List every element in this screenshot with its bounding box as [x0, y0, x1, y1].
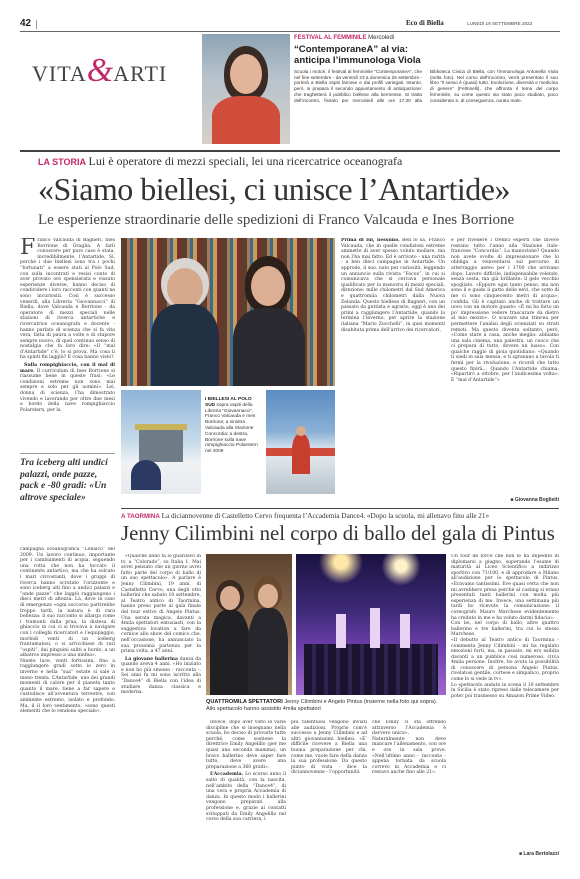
antartide-caption: I BIELLESI AL POLO SUD sopra ospiti della Libreria “Giovannacci”, Franco Valcauda e Ines Borrione; a sinistra Valcauda alla Stazione Concordia; a destra, Borrione sulla nave rompighiaccio Polarstern nel 2009 [205, 397, 258, 455]
section-amp: & [86, 52, 114, 89]
iceberg-body: campagna oceanografica “Lobalco” del 2009. Un lavoro continuo, importante per i cambiamenti di acqua, seguendo una rotta che non ha toccato il continente antartico, ma che ha solcato i mari circostanti, dove i gruppi di ricerca hanno scrutato l’orizzonte e sono iceberg alti fino a undici palazzi e “onde pazze” che laggiù raggiungono i dieci metri di altezza. Là, dove in caso di emergenza «ogni soccorso partirebbe troppo tardi, la natura è di rara bellezza: il suo racconto si allarga come i tramonti dalla prua, la distesa di ghiaccio in cui ci si trovava a navigare con i colleghi ricercatori e l’equipaggio, morbidi venti di un iceberg frantumatosi, o si arricchisse di rari “ospiti”, dai pinguini saliti a bordo, a un albatros impresso a una ninfea». Niente luce, venti fortissimi, fino a raggiungere gradi sotto lo zero in inverno e nella “sua” estate si sale a meno trenta. L’Antartide, uno dei grandi momenti di calore per il pianeta tanto quanto il mare, tiene a far sapere e custodisce all’avventura terrestre, con ambiente estremo, isolato e profondo. Ma, il il loro sentimento, «sono questi elementi che lo rendono speciale». [20, 547, 115, 715]
pintus-caption: QUATTROMILA SPETTATORI Jenny Cilimbini e Angelo Pintus (insieme nella foto qui sopra). Allo spettacolo hanno assistito 4mila spettatori [206, 699, 438, 712]
paper-name: Eco di Biella [406, 19, 444, 27]
festival-headline: “ContemporaneA” al via: anticipa l’immunologa Viola [294, 44, 421, 66]
stage-photo [296, 554, 446, 695]
section-title [32, 52, 167, 92]
pintus-headline: Jenny Cilimbini nel corpo di ballo del gala di Pintus [121, 522, 555, 545]
antartide-subheadline: Le esperienze straordinarie delle spedizioni di Franco Valcauda e Ines Borrione [38, 212, 515, 228]
concordia-station-photo [121, 390, 201, 494]
antartide-kicker: LA STORIA Lui è operatore di mezzi speciali, lei una ricercatrice oceanografa [38, 154, 403, 168]
festival-body: Scuola i motori, il festival al femminile “ContemporaneA”, che nel fine settembre - da venerdì 23 a domenica 25 settembre - porterà a Biella ospiti famose e dai profili variegati. Intanto, però, si prepara il secondo appuntamento di anticipazione: che traghetterà il pubblico biellese alla kermesse. Si tratta dell’incontro, fissato per mercoledì alle ore 17.30 alla Biblioteca Civica di Biella, con l’immunologa Antonella Viola (nella foto). Nel corso dell’incontro, verrà presentato il suo libro “Il sesso è (quasi) tutto. Evoluzione, diversità e medicina di genere” (Feltrinelli), che affronta il tema del corpo femminile, su come questo sia stato poco studiato, poco considerato e, di conseguenza, curato male. [294, 69, 558, 103]
pintus-photo [206, 554, 292, 695]
pintus-col3: più talentuosi vengono inviati alle audizioni. Proprio com’è successo a Jenny Cilimbini e ad altri giovanissimi biellesi. «E’ difficile ricevere a Biella una buona preparazione per chi, come me, vuole fare della danza la sua professione. Da questo punto di vista - dice la diciannovenne - l’opportunità [291, 720, 367, 776]
festival-kicker: FESTIVAL AL FEMMINILE Mercoledì [294, 35, 395, 41]
polarstern-photo [266, 390, 335, 494]
antartide-col1: Franco Valcauda di Bagneri, Ines Borrione di Graglia. A farli conoscere per puro caso è stata, incredibilmente, l’Antartide. Sì, perché i due biellesi sono tra i pochi “fortunati” a essere stati al Polo Sud, con sulla incontrati e resisi conto di aver provato ore spensierata e vissuto esperienze diverse, hanno deciso di condividere i loro racconti con quanti ne sono incuriositi. Così è successo venerdì, alla Libreria “Giovannacci” di Biella, dove Valcauda e Borrione - da operatore di mezzi speciali nelle stazioni di ricerca antartiche e ricercatrice oceanografa e docente - hanno parlato di scienza che si fa vita vera, fatta di paura a volte e di stupore sempre nuovo, di quel continuo senso di nostalgia che fa loro dire: «Il “mal d’Antartide” c’è, lo si prova. Ma cosa li ha spinti fin laggiù? E cosa hanno visto? Sulla rompighiaccio, con il mal di mare. Il curriculum di Ines Borrione si riassume bene in queste frasi: «Le condizioni estreme non sono mai sempre e solo per gli uomini». Lei, donna di scienza, l’ha dimostrato vivendo e lavorando per oltre due mesi a bordo della nave rompighiaccio Polarstern, per la [20, 238, 115, 413]
iceberg-pullquote: Tra iceberg alti undici palazzi, onde pazze, pack e -80 gradi: «Un altrove speciale» [20, 457, 108, 503]
antartide-signature: ■ Giovanna Boglietti [510, 497, 559, 503]
pintus-col5: Un tour de force che non le ha impedito di diplomarsi a giugno, superando l’esame di maturità al Liceo Scientifico a indirizzo sportivo con 71/100, e di approdare a Milano all’audizione per lo spettacolo di Pintus. «Eravamo tantissimi. Eve quasi certa che non mi avrebbero presa perché al casting si erano presentati tanti ballerini con molta più esperienza di me. Invece, una settimana più tardi ho ricevuto la comunicazione: il coreografo Mauro Marchese evidentemente ha creduto in me e ha voluto darmi fiducia». Con lei, nel corpo di ballo, altre quattro ballerine e tre ballerini, tra cui lo stesso Marchese. «Il debutto al Teatro antico di Taormina - commenta Jenny Cilimbini - mi ha regalato emozioni forti, ma, in passato, mi ero esibita davanti a un pubblico così numeroso, circa 4mila persone. Inoltre, ho avuto la possibilità di conoscere di persona Angelo Pintus, rivelatosi gentile, cortese e simpatico, proprio come lo si vede in tv». Lo spettacolo andato in scena il 10 settembre in Sicilia è stato ripreso dalle telecamere per poter poi trasmesso su Amazon Prime Video. [451, 554, 559, 699]
bookstore-photo [121, 238, 335, 386]
pintus-col2: Invece, dopo aver visto le varie discipline che si insegnano nella scuola, ho deciso di provarle tutte perché, come sostiene la direttrice Emily Angelillo (per me quasi una seconda mamma), un bravo ballerino deve saper fare tutto, deve avere una preparazione a 360 gradi». L’Accademia. Lo scorso anno il salto di qualità, con la nascita, nell’ambito della “Dance4”, di una vera e propria Accademia di danza. In questo modo i ballerini vengono preparati alla professione e, grazie ai contatti sviluppati da Emily Angelillo nel corso della sua carriera, i [206, 720, 286, 823]
antartide-col5: e per rivedere i tredici esperti che invece restano tutto l’anno alla Stazione italo-francese “Concordia”. La manovione? Quando non avete svolte di impressionare che lo obbliga a reinventarsi sul percorso di atterraggio aereo per i 1700 che arrivano dopo. Lavoro difficile, indispensabile volendo, senza sosta, ma già brillante: il gelo vecchio spogliato. «Eppure ogni tanto penso, ma non sono lì e guido il gatto delle nevi, che sotto di me ci sono cinquecento metri di acqua», confida. Gli è capitato anche di trattare un uovo con un motore guasto: «È mi ha fatto un po’ impressione vedere trascurare da dietro al mio mezzo». O scavare una trincea per permettere l’analisi degli scienziati su strati remoti. Ma questo diventa soltanto, però, «Come stare a casa, anche meglio: abbiamo una sala cinema, una palestra, un cuoco che ci prepara di tutto, dovere un lusso». Con qualche raggio di gioia quotidiano: «Quando ti siedi in sala mensa, e ti sgranano a tavola ti fermi per la rivoluzione, e ricordi che tutto questo finirà... Quando l’Antartide chiama: «Ripartirò a ottobre, per l’undicesima volta». E “mal d’Antartide”» [451, 238, 559, 383]
section-arti: ARTI [113, 61, 168, 86]
viola-photo [202, 34, 290, 144]
header-divider [36, 20, 37, 29]
antartide-col4: Prima di lui, nessuno. Ben lo sa, Franco Valcauda, che in quelle condizioni estreme ammette di aver spesso voluto mollare, ma non l’ha mai fatto. Ed è arrivato - una rarità - a ben dieci campagne in Antartide. Un approdo, il suo, nato per curiosità, leggendo un annuncio sulla rivista “Focus”, in cui si comunicava che si cercava personale qualificato per la manovra di mezzi speciali, direzione: mille chilometri dal Sud America e quattromila chilometri dalla Nuova Zelanda. Questo biellese di Bagneri, con un passato da guttista e agrario, oggi è uno dei primi a raggiungere l’Antartide, quando la termina l’inverno, per aprire la stazione italiana “Mario Zucchelli”, in quei momenti disabitata prima dell’arrivo dei ricercatori, [341, 238, 445, 333]
page-number: 42 [20, 18, 32, 29]
pintus-divider [121, 508, 559, 509]
pintus-col1: «Qualche anno fa lo guardavo in tv, a “Colorado”, su Italia 1. Mai avrei pensato che un giorno avrei fatto parte del corpo di ballo di un suo spettacolo». A parlare è Jenny Cilimbini, 19 anni, di Castelletto Cervo, una degli otto ballerini che sabato 10 settembre, al Teatro antico di Taormina, hanno preso parte al gala finale del tour estivo di Angelo Pintus. Una serata magica, davanti a 4mila spettatori entusiasti, con la suggestiva location a fare da cornice allo show del comico che, nell’occasione, ha annunciato la sua prossima partenza per la prima volta, a 47 anni. La giovane ballerina danza da quando aveva 4 anni. «Ho iniziato e non ho più smesso - racconta -. Sei anni fa mi sono iscritta alla “Dance4” di Biella con l’idea di studiare danza classica e moderna. [121, 554, 201, 696]
pintus-signature: ■ Lara Bertolazzi [519, 851, 559, 857]
pullquote-rule [20, 453, 115, 454]
antartide-headline: «Siamo biellesi, ci unisce l’Antartide» [38, 171, 510, 207]
pintus-kicker: A TAORMINA La diciannovenne di Castelletto Cervo frequenta l’Accademia Dance4. «Dopo la scuola, mi allenavo fino alle 21» [121, 512, 490, 520]
top-section-divider [20, 150, 560, 152]
pintus-col4: che Emily ci sta offrendo attraverso l’Accademia è davvero unica». Naturalmente non deve mancare l’allenamento, con ore e ore in sala prove. «Nell’ultimo anno - racconta - appena tornata da scuola correvo in Accademia e ci restavo anche fino alle 21». [372, 720, 446, 776]
section-vita: VITA [32, 61, 87, 86]
date-line: LUNEDÌ 19 SETTEMBRE 2022 [467, 21, 533, 26]
drop-cap: F [20, 238, 36, 260]
header-underline [20, 31, 560, 32]
